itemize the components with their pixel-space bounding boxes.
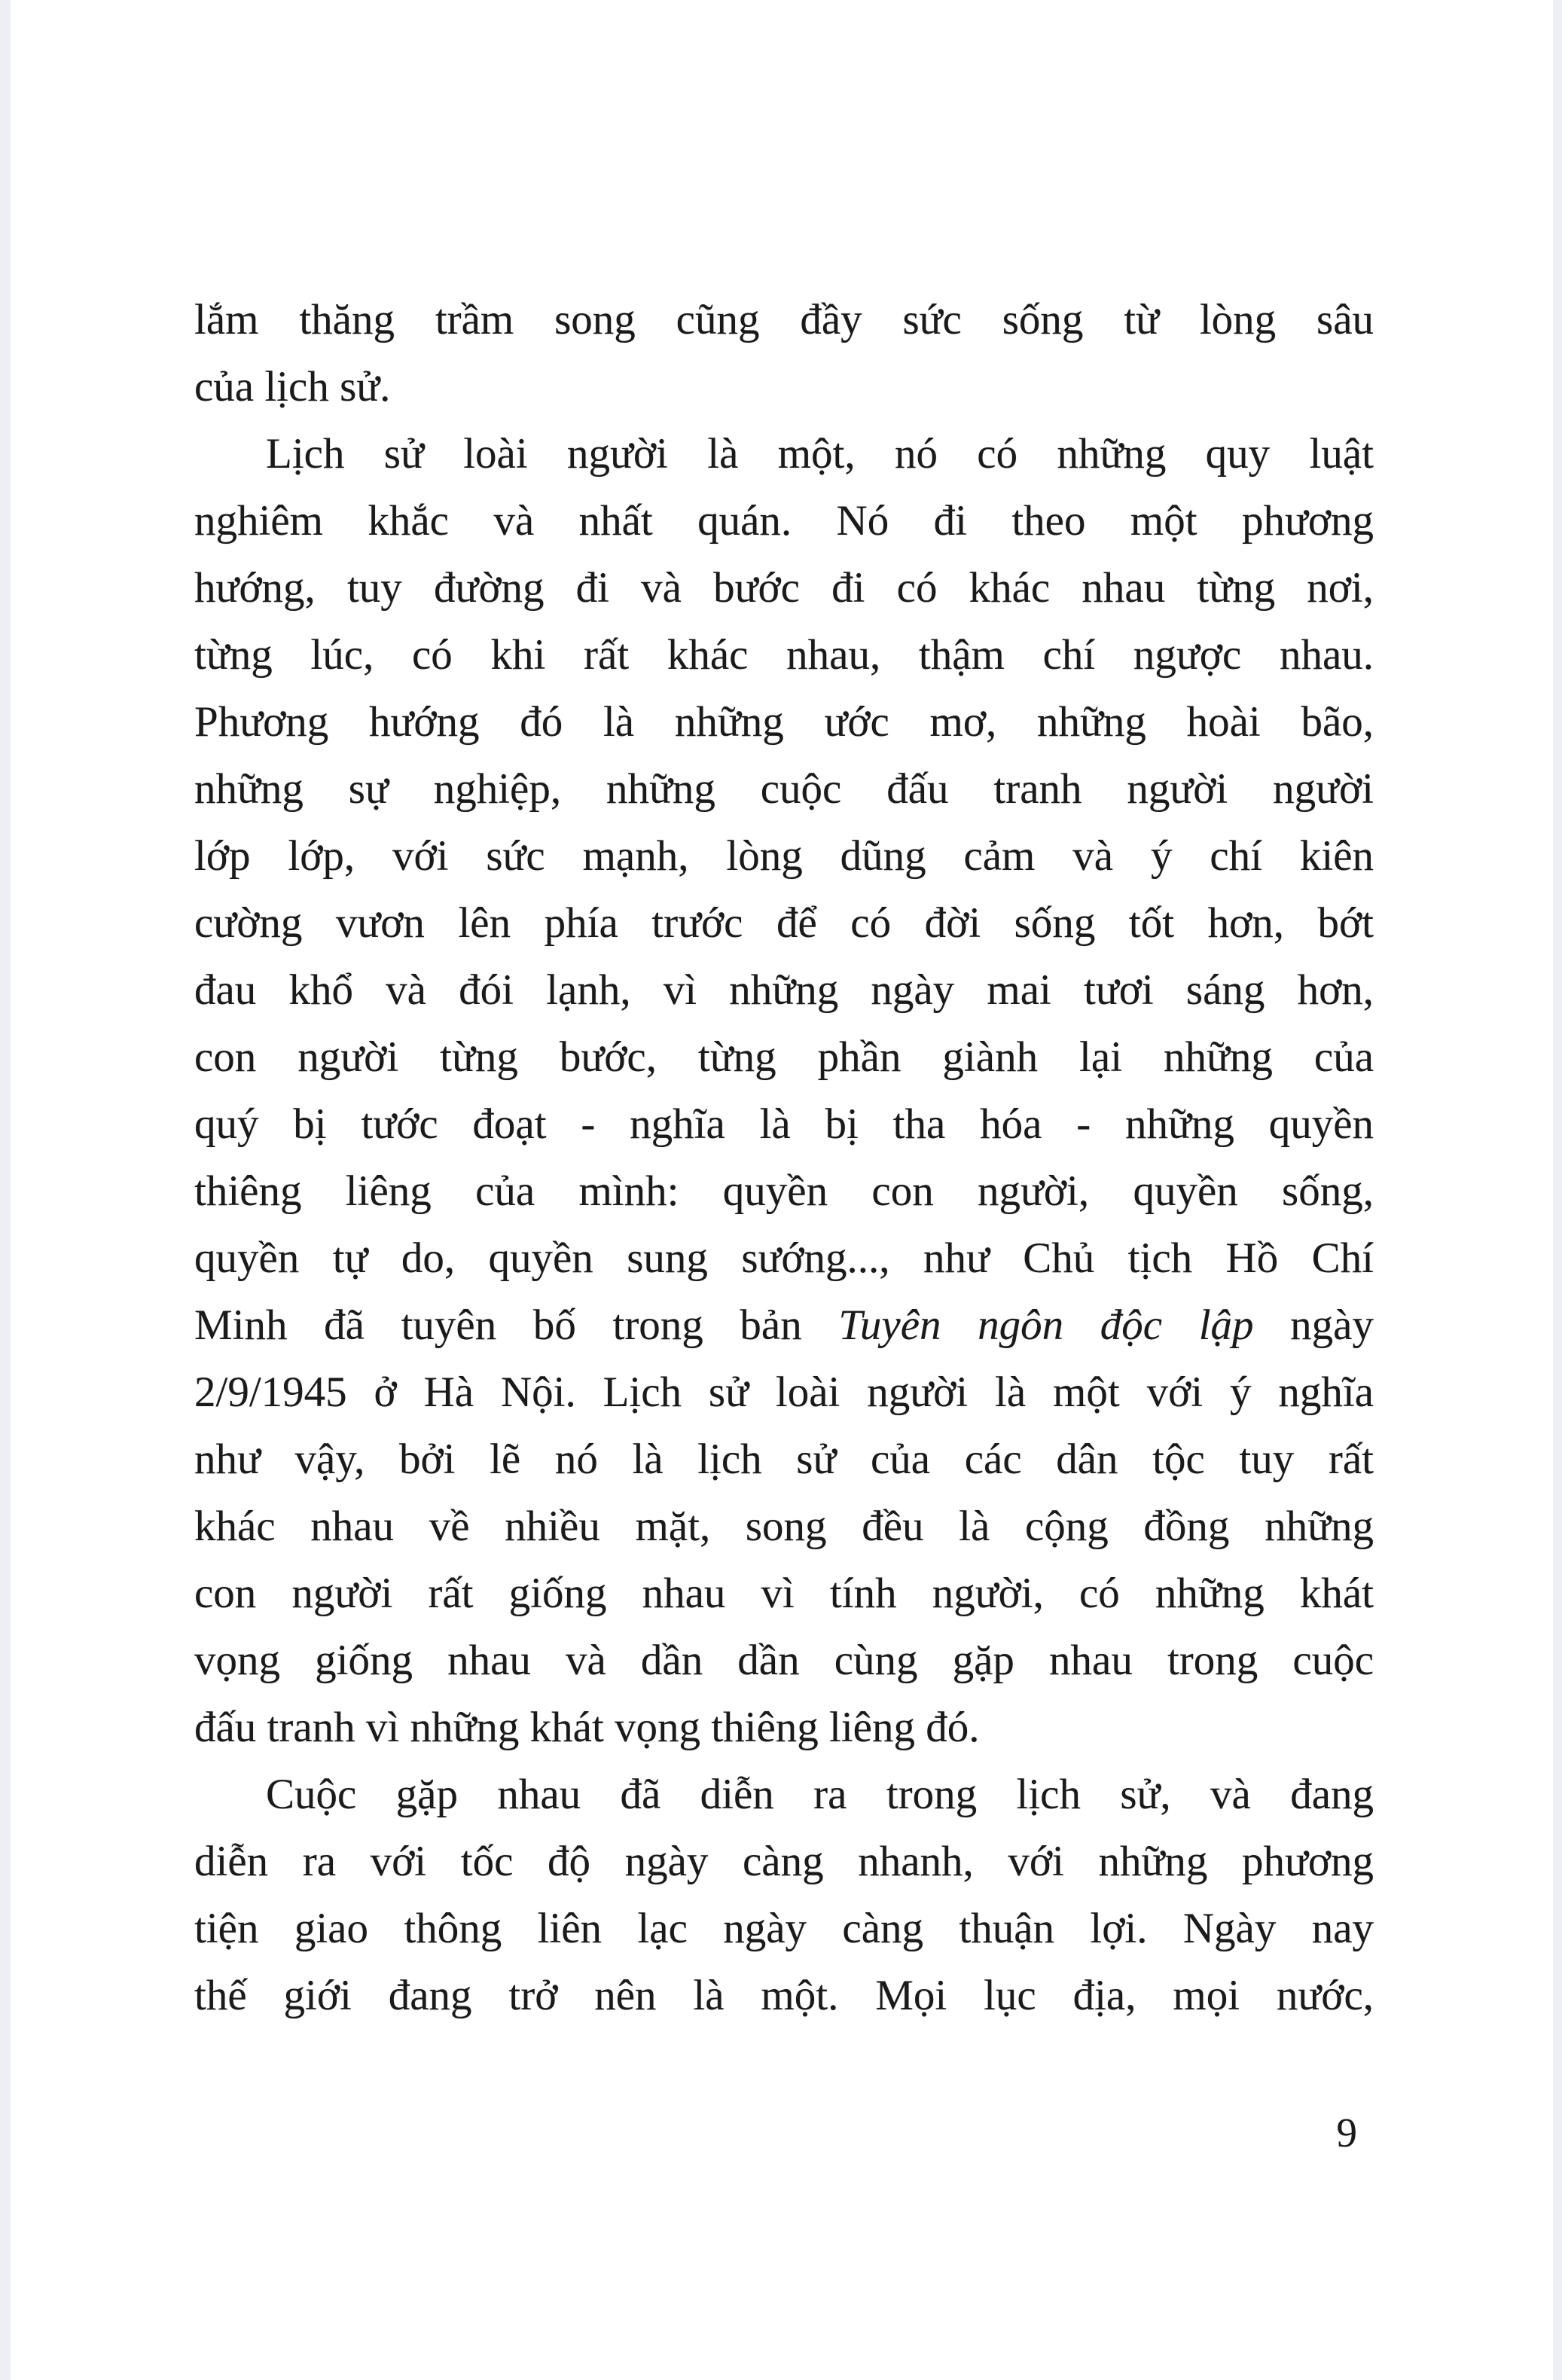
text-line — [194, 1024, 1374, 1091]
text-segment: diễn ra với tốc độ ngày càng nhanh, với những phương — [194, 1838, 1374, 1885]
text-segment: của lịch sử. — [194, 363, 391, 410]
text-line — [194, 353, 1374, 420]
text-segment: lớp lớp, với sức mạnh, lòng dũng cảm và ý chí kiên — [194, 832, 1374, 880]
text-segment: khác nhau về nhiều mặt, song đều là cộng đồng những — [194, 1503, 1374, 1550]
text-line — [194, 1828, 1374, 1895]
text-segment: hướng, tuy đường đi và bước đi có khác nhau từng nơi, — [194, 564, 1374, 612]
text-segment: những sự nghiệp, những cuộc đấu tranh người người — [194, 765, 1374, 813]
scan-edge-left — [0, 0, 11, 2380]
text-line — [194, 1694, 1374, 1761]
text-line — [194, 621, 1374, 688]
text-segment: thế giới đang trở nên là một. Mọi lục địa, mọi nước, — [194, 1972, 1374, 2019]
italic-book-title: Tuyên ngôn độc lập — [838, 1301, 1254, 1349]
text-line — [194, 1761, 1374, 1828]
text-segment: 2/9/1945 ở Hà Nội. Lịch sử loài người là một với ý nghĩa — [194, 1368, 1374, 1416]
text-line — [194, 420, 1374, 487]
text-segment: vọng giống nhau và dần dần cùng gặp nhau trong cuộc — [194, 1637, 1374, 1684]
text-line — [194, 286, 1374, 353]
text-line — [194, 1493, 1374, 1560]
text-segment: Phương hướng đó là những ước mơ, những hoài bão, — [194, 698, 1374, 746]
text-line — [194, 1962, 1374, 2029]
page-number: 9 — [1336, 2110, 1357, 2156]
text-line — [194, 1091, 1374, 1158]
text-segment: tiện giao thông liên lạc ngày càng thuận lợi. Ngày nay — [194, 1905, 1374, 1952]
text-segment: con người từng bước, từng phần giành lại những của — [194, 1033, 1374, 1081]
text-line — [194, 688, 1374, 755]
text-line — [194, 554, 1374, 621]
text-line — [194, 1225, 1374, 1292]
body-text — [194, 286, 1374, 2029]
text-segment: như vậy, bởi lẽ nó là lịch sử của các dân tộc tuy rất — [194, 1436, 1374, 1483]
text-line — [194, 889, 1374, 957]
text-line — [194, 487, 1374, 554]
scan-edge-right — [1553, 0, 1562, 2380]
text-segment: Minh đã tuyên bố trong bản — [194, 1301, 839, 1349]
text-line — [194, 1359, 1374, 1426]
text-line — [194, 822, 1374, 889]
text-segment: Lịch sử loài người là một, nó có những quy luật — [266, 430, 1374, 478]
text-segment: Cuộc gặp nhau đã diễn ra trong lịch sử, và đang — [266, 1771, 1374, 1818]
text-line — [194, 1895, 1374, 1962]
text-segment: nghiêm khắc và nhất quán. Nó đi theo một phương — [194, 497, 1374, 545]
text-line — [194, 1292, 1374, 1359]
text-segment: quyền tự do, quyền sung sướng..., như Chủ tịch Hồ Chí — [194, 1234, 1374, 1282]
text-segment: thiêng liêng của mình: quyền con người, quyền sống, — [194, 1167, 1374, 1215]
text-segment: lắm thăng trầm song cũng đầy sức sống từ lòng sâu — [194, 296, 1374, 343]
text-segment: con người rất giống nhau vì tính người, có những khát — [194, 1570, 1374, 1617]
text-line — [194, 1426, 1374, 1493]
text-segment: đấu tranh vì những khát vọng thiêng liêng đó. — [194, 1704, 980, 1751]
text-line — [194, 1560, 1374, 1627]
text-segment: ngày — [1253, 1301, 1374, 1349]
text-line — [194, 957, 1374, 1024]
text-line — [194, 1627, 1374, 1694]
text-segment: cường vươn lên phía trước để có đời sống tốt hơn, bớt — [194, 899, 1374, 947]
text-line — [194, 755, 1374, 822]
text-segment: từng lúc, có khi rất khác nhau, thậm chí ngược nhau. — [194, 631, 1374, 679]
text-segment: đau khổ và đói lạnh, vì những ngày mai tươi sáng hơn, — [194, 966, 1374, 1014]
text-line — [194, 1158, 1374, 1225]
text-segment: quý bị tước đoạt - nghĩa là bị tha hóa - những quyền — [194, 1100, 1374, 1148]
